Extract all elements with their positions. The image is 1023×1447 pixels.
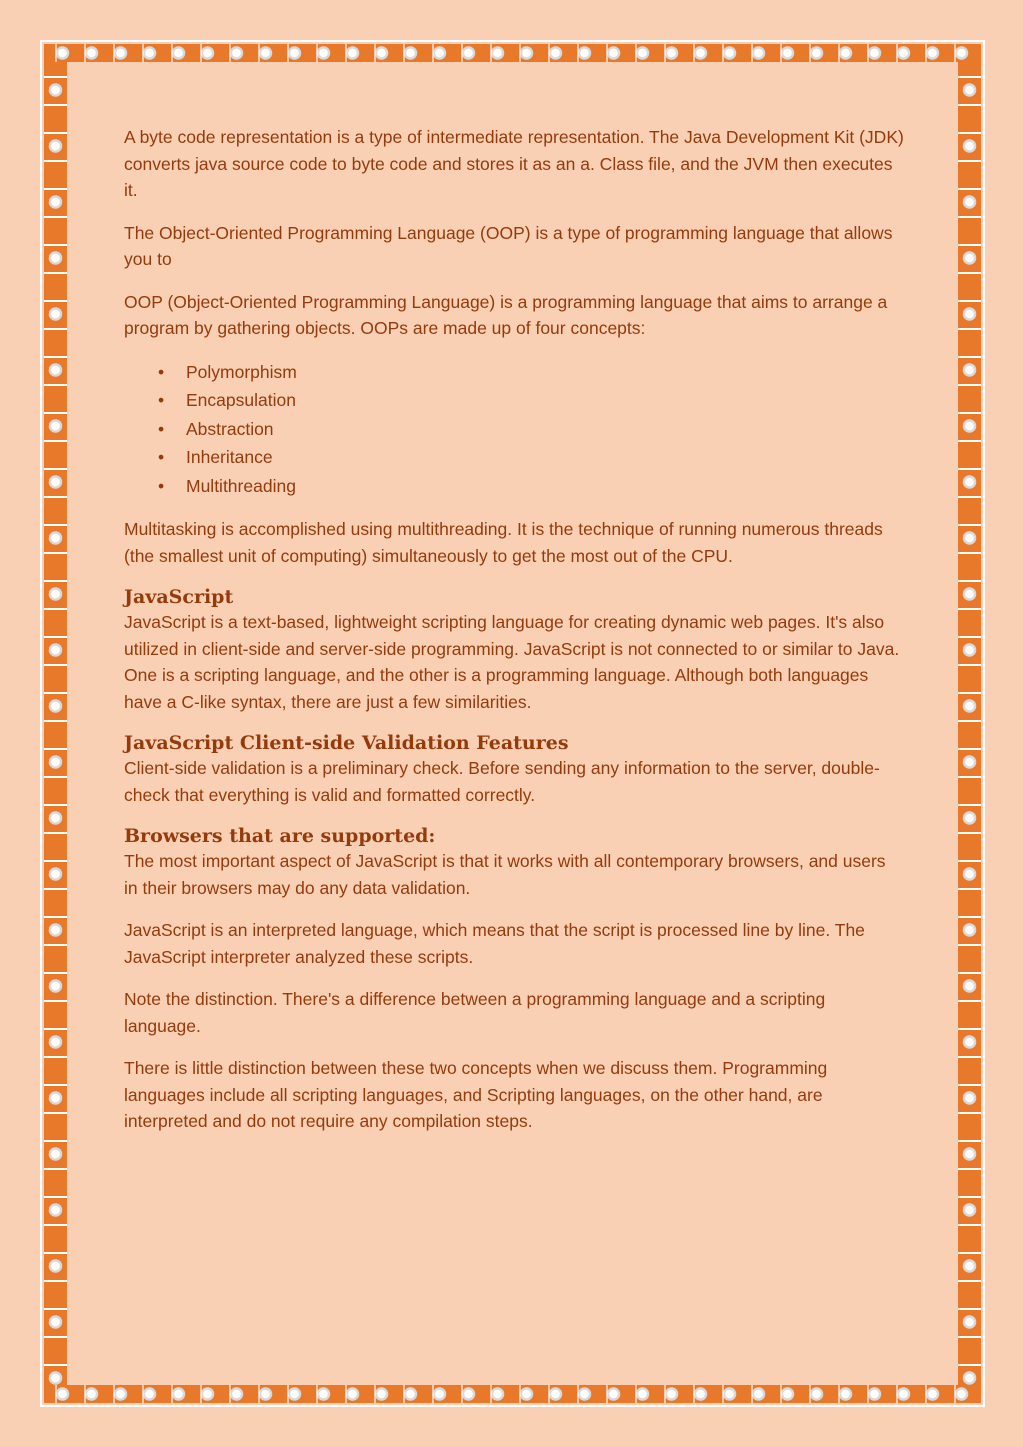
paragraph-oop-intro: The Object-Oriented Programming Language (OOP) is a type of programming language that allows you to [124, 222, 893, 269]
paragraph: Client-side validation is a preliminary check. Before sending any information to the server, double-check that everything is valid and formatted correctly. [124, 758, 880, 805]
paragraph-multithreading: Multitasking is accomplished using multithreading. It is the technique of running numerous threads (the smallest unit of computing) simultaneously to get the most out of the CPU. [124, 519, 883, 566]
list-item: • Encapsulation [124, 386, 904, 415]
list-item: • Inheritance [124, 443, 904, 472]
paragraph: JavaScript is a text-based, lightweight scripting language for creating dynamic web pages. It's also utilized in client-side and server-side programming. JavaScript is not connected to or similar to Java. One is a scripting language, and the other is a programming language. Although both languages have a C-like syntax, there are just a few similarities. [124, 612, 900, 712]
decorative-border-left [44, 62, 67, 1385]
paragraph: There is little distinction between these two concepts when we discuss them. Programming languages include all scripting languages, and Scripting languages, on the other hand, are interpreted and do not require any compilation steps. [124, 1058, 828, 1131]
paragraph: JavaScript is an interpreted language, which means that the script is processed line by line. The JavaScript interpreter analyzed these scripts. [124, 920, 865, 967]
section-heading: JavaScript Client-side Validation Features [124, 732, 569, 754]
document-body [124, 124, 904, 1151]
section-heading: JavaScript [124, 586, 234, 608]
list-item: • Polymorphism [124, 358, 904, 387]
oop-concepts-list [124, 358, 904, 501]
section-browsers-supported [124, 824, 904, 1135]
decorative-border-top [44, 44, 981, 62]
paragraph-bytecode: A byte code representation is a type of intermediate representation. The Java Development Kit (JDK) converts java source code to byte code and stores it as an a. Class file, and the JVM then executes it. [124, 127, 904, 200]
list-item: • Multithreading [124, 472, 904, 501]
section-client-side-validation [124, 731, 904, 808]
decorative-border-right [958, 62, 981, 1385]
paragraph: Note the distinction. There's a difference between a programming language and a scripting language. [124, 989, 826, 1036]
paragraph-oop-definition: OOP (Object-Oriented Programming Language) is a programming language that aims to arrange a program by gathering objects. OOPs are made up of four concepts: [124, 291, 888, 338]
section-heading: Browsers that are supported: [124, 825, 436, 847]
decorative-border-bottom [44, 1385, 981, 1403]
paragraph: The most important aspect of JavaScript is that it works with all contemporary browsers, and users in their browsers may do any data validation. [124, 851, 886, 898]
section-javascript [124, 585, 904, 715]
list-item: • Abstraction [124, 415, 904, 444]
